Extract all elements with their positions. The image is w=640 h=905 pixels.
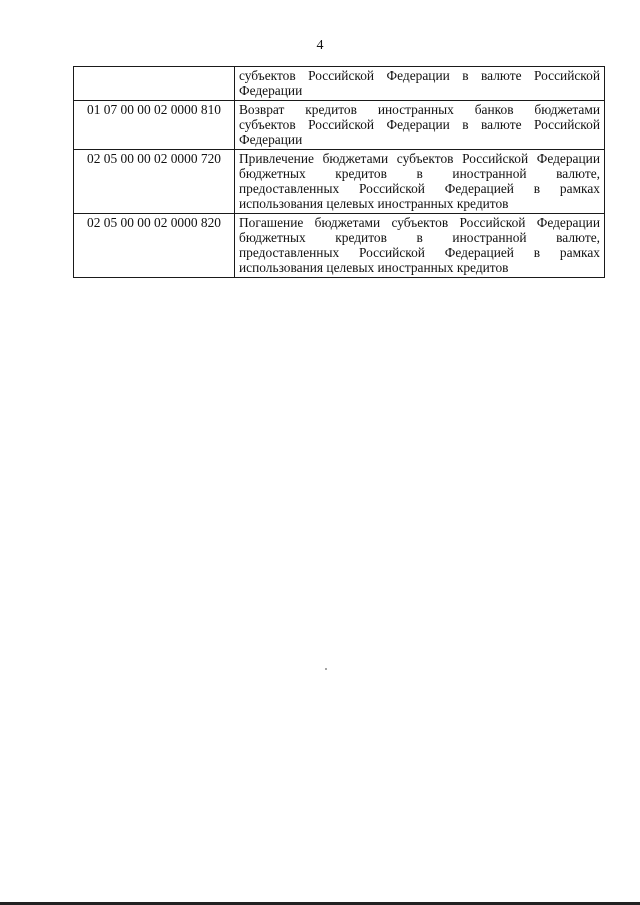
description-cell: [235, 67, 605, 101]
description-line: бюджетных кредитов в иностранной валюте,: [239, 230, 600, 245]
code-cell: [74, 67, 235, 101]
description-line: использования целевых иностранных кредитов: [239, 196, 509, 211]
description-line: предоставленных Российской Федерацией в рамках: [239, 245, 600, 260]
table-row: [74, 101, 605, 150]
description-line: предоставленных Российской Федерацией в рамках: [239, 181, 600, 196]
description-line: Погашение бюджетами субъектов Российской Федерации: [239, 215, 600, 230]
description-cell: [235, 150, 605, 214]
code-cell: 02 05 00 00 02 0000 820: [74, 214, 235, 278]
table-row: [74, 214, 605, 278]
description-cell: [235, 101, 605, 150]
description-line: субъектов Российской Федерации в валюте Российской: [239, 117, 600, 132]
description-line: Привлечение бюджетами субъектов Российской Федерации: [239, 151, 600, 166]
description-line: Федерации: [239, 83, 303, 98]
description-line: бюджетных кредитов в иностранной валюте,: [239, 166, 600, 181]
budget-classification-table: [73, 66, 605, 278]
scan-speck: [325, 668, 327, 670]
table-row: [74, 67, 605, 101]
description-line: субъектов Российской Федерации в валюте Российской: [239, 68, 600, 83]
description-line: использования целевых иностранных кредитов: [239, 260, 509, 275]
code-cell: 01 07 00 00 02 0000 810: [74, 101, 235, 150]
description-line: Возврат кредитов иностранных банков бюджетами: [239, 102, 600, 117]
table-row: [74, 150, 605, 214]
code-cell: 02 05 00 00 02 0000 720: [74, 150, 235, 214]
page-number: 4: [316, 38, 324, 53]
description-line: Федерации: [239, 132, 303, 147]
description-cell: [235, 214, 605, 278]
